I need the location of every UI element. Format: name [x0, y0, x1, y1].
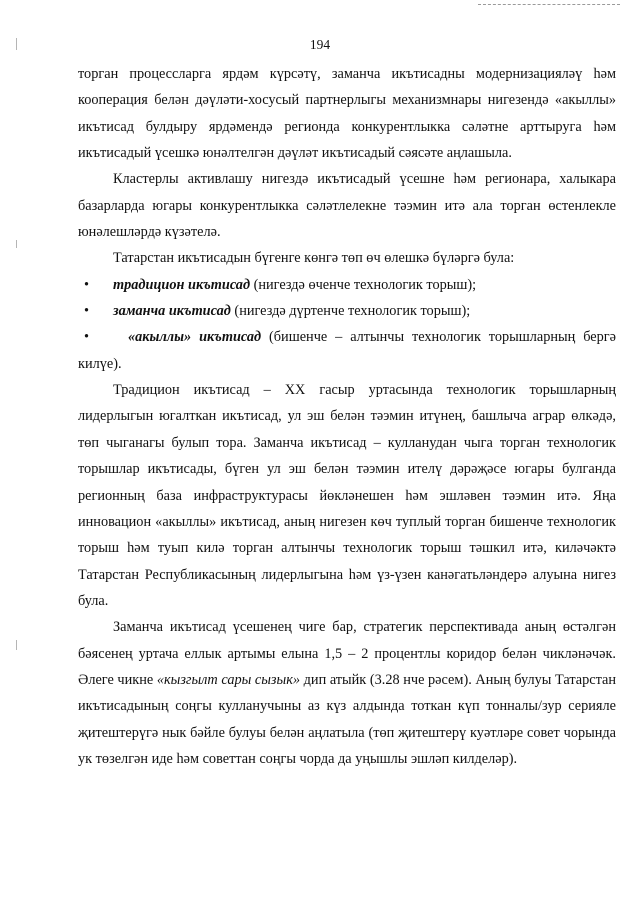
- margin-tick: [16, 240, 17, 248]
- paragraph-3: Татарстан икътисадын бүгенге көнгә төп өч өлешкә бүләргә була:: [113, 250, 515, 267]
- bullet-term: «акыллы» икътисад: [128, 329, 262, 346]
- bullet-symbol: •: [84, 329, 90, 346]
- paragraph-4: Традицион икътисад – XX гасыр уртасында технологик торышларның лидерлыгын югалткан икътисад, ул эш белән тәэмин итүнең, башлыча аграр өлкәдә, төп чыганагы булып тора. Заманча икътисад – кулланудан чыга торган технологик торышлар икътисады, бүген ул эш белән тәэмин ителү дәрәҗәсе югары булганда регионның база инфраструктурасы йөкләнешен һәм эшләвен тәэмин итә. Яңа инновацион «акыллы» икътисад, аның нигезен көч туплый торган бишенче технологик торыш һәм туып килә торган алтынчы технологик торыш тәшкил итә, киләчәктә Татарстан Республикасының лидерлыгына һәм үз-үзен канәгатьләндерә алуына нигез була.: [78, 382, 616, 609]
- paragraph-2: Кластерлы активлашу нигездә икътисадый үсешне һәм регионара, халыкара базарларда югары конкурентлыкка сәләтлелекне тәэмин итә ала торган өстенлекле юнәлешләрдә күзәтелә.: [78, 171, 616, 241]
- body-text: [78, 61, 616, 772]
- bullet-term: традицион икътисад: [113, 276, 251, 293]
- bullet-symbol: •: [84, 276, 90, 293]
- orange-line-term: «кызгылт сары сызык»: [156, 671, 301, 688]
- paragraph-1: торган процессларга ярдәм күрсәтү, заманча икътисадны модернизацияләү һәм кооперация белән дәүләти-хосусый партнерлыгы механизмнары нигезендә «акыллы» икътисад булдыру ярдәмендә регионда конкурентлыкка сәләтне арттыруга һәм икътисадый үсешкә юнәлтелгән дәүләт икътисадый сәясәте аңлашыла.: [78, 66, 616, 162]
- paragraph-5: [78, 614, 616, 772]
- paragraph-5-text-a: Заманча икътисад үсешенең чиге бар, стратегик перспективада аның өстәлгән бәясенең уртача еллык артымы елына 1,5 – 2 процентлы коридор белән чикләнәчәк. Әлеге чикне: [78, 619, 616, 688]
- bullet-text: (нигездә өченче технологик торыш);: [250, 276, 477, 293]
- scan-edge-mark: [478, 4, 620, 6]
- bullet-term: заманча икътисад: [113, 303, 231, 320]
- bullet-text: (нигездә дүртенче технологик торыш);: [230, 303, 471, 320]
- paragraph-5-text-b: дип атыйк (3.28 нче рәсем). Аның булуы Татарстан икътисадының соңгы кулланучыны аз күз алдында тоткан күп тонналы/зур серияле җитештерүгә нык бәйле булуы белән аңлатыла (төп җитештерү куәтләре совет чорында ук төзелгән иде һәм советтан соңгы чорда да уңышлы эшләп килделәр).: [78, 671, 616, 767]
- page-number: 194: [309, 37, 331, 52]
- margin-tick: [16, 640, 17, 650]
- bullet-text: (бишенче – алтынчы технологик торышларның бергә килүе).: [78, 329, 616, 372]
- bullet-item: [78, 272, 616, 298]
- bullet-item: [78, 324, 616, 377]
- bullet-symbol: •: [84, 303, 90, 320]
- bullet-item: [78, 298, 616, 324]
